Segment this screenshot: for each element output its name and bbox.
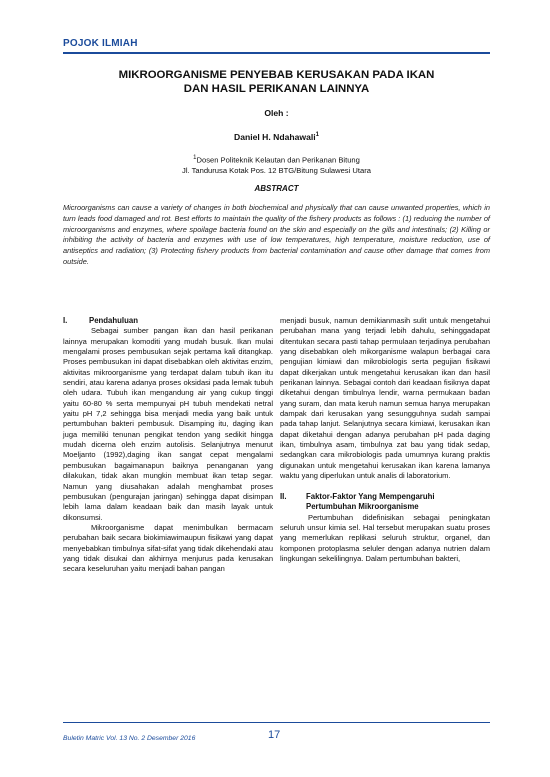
author-superscript: 1 xyxy=(315,132,319,139)
affiliation-superscript: 1 xyxy=(193,155,197,161)
section-2-number: II. xyxy=(280,491,287,501)
byline-label: Oleh : xyxy=(264,108,289,118)
section-1-paragraph-3: menjadi busuk, namun demikianmasih sulit untuk mengetahui perubahan mana yang terjadi lebih dahulu, sehinggadapat ditentukan secara pasti tahap permulaan terjadinya perubahan yang disebabkan oleh mikorganisme walapun berbagai cara pengujian kimiawi dan mikrobiologis serta pegujian fisikawi dapat dikerjakan untuk mengetahui kerusakan ikan dan hasil perikanan lainnya. Sebagai contoh dari keadaan fisiknya dapat diketahui dengan timbulnya lendir, warna permukaan badan yang suram, dan mata keruh namun semua hanya merupakan dampak dari kerusakan yang sesungguhnya sudah sampai pada tahap lanjut. Selanjutnya secara kimiawi, kerusakan ikan dapat diketahui dengan adanya perubahan pH pada daging ikan, timbulnya asam, timbulnya zat bau yang tidak sedap, sedangkan cara mikrobiologis pada umumnya kurang praktis digunakan untuk mengetahui kerusakan ikan karena lamanya waktu yang diperlukan untuk analis di laboratorium. xyxy=(280,316,490,481)
section-1-number: I. xyxy=(63,316,68,325)
abstract-heading: ABSTRACT xyxy=(254,184,299,193)
affiliation-line-1 xyxy=(63,153,490,166)
section-1-title: Pendahuluan xyxy=(89,316,138,325)
author-name xyxy=(63,132,490,142)
affiliation xyxy=(63,153,490,176)
author-text: Daniel H. Ndahawali xyxy=(233,132,316,142)
section-label: POJOK ILMIAH xyxy=(63,38,138,49)
footer-journal: Buletin Matric Vol. 13 No. 2 Desember 2016 xyxy=(63,735,196,742)
header-rule xyxy=(63,52,490,54)
right-column xyxy=(280,316,490,564)
affiliation-line-2: Jl. Tandurusa Kotak Pos. 12 BTG/Bitung Sulawesi Utara xyxy=(182,165,371,175)
title-line-1: MIKROORGANISME PENYEBAB KERUSAKAN PADA IKAN xyxy=(118,69,435,81)
section-1-paragraph-1: Sebagai sumber pangan ikan dan hasil perikanan lainnya merupakan komoditi yang mudah busuk. Ikan mulai mengalami proses pembusukan sejak pertama kali ditangkap. Proses pembusukan ini dapat disebabkan oleh aktivitas enzim, aktivitas mikroorganisme yang terdapat dalam tubuh ikan itu sendiri, atau karena adanya proses oksidasi pada lemak tubuh oleh udara. Tubuh ikan mengandung air yang cukup tinggi yaitu 60-80 % serta mempunyai pH tubuh mendekati netral yaitu pH 7,2 sehingga bisa menjadi media yang baik untuk pertumbuhan bakteri pembusuk. Disamping itu, daging ikan juga memiliki tenunan pengikat tendon yang sedikit hingga mudah dicerna oleh enzim autolisis. Selanjutnya menurut Moeljanto (1992),daging ikan sangat cepat mengalami pembusukan bagaimanapun baiknya penanganan yang dilakukan, tidak akan mungkin membuat ikan tetap segar. Namun yang diusahakan adalah menghambat proses pembusukan (pengurajan jaringan) sehingga dapat disimpan lebih lama dalam keadaan baik dan masih layak untuk dikonsumsi. xyxy=(63,326,273,522)
section-2-paragraph-1: Pertumbuhan didefinisikan sebagai peningkatan seluruh unsur kimia sel. Hal tersebut merupakan suatu proses yang memerlukan replikasi seluruh struktur, organel, dan komponen protoplasma seluler dengan adanya nutrien dalam lingkungan sekelilingnya. Dalam pertumbuhan bakteri, xyxy=(280,512,490,563)
section-1-paragraph-2: Mikroorganisme dapat menimbulkan bermacam perubahan baik secara biokimiawimaupun fisikawi yang dapat menyebabkan timbulnya sifat-sifat yang tidak dikehendaki atau yang tidak disukai dan akhirnya menjurus pada kerusakan secara keseluruhan yaitu menjadi bahan pangan xyxy=(63,522,273,574)
section-1-heading xyxy=(63,316,273,326)
section-2-heading xyxy=(280,492,490,513)
article-title xyxy=(63,68,490,96)
title-line-2: DAN HASIL PERIKANAN LAINNYA xyxy=(183,83,370,95)
section-2-title-line-2: Pertumbuhan Mikroorganisme xyxy=(306,502,419,512)
section-2-title-line-1: Faktor-Faktor Yang Mempengaruhi xyxy=(306,491,435,501)
page-number: 17 xyxy=(268,729,281,741)
abstract-text: Microorganisms can cause a variety of changes in both biochemical and physically that can cause unwanted properties, which in turn leads food damaged and rot. Best efforts to maintain the quality of the fishery products as follows : (1) reducing the number of microorganisms and enzymes, where spoilage bacteria found on the skin and especially on the gills and intestinals; (2) Killing or inhibiting the activity of bacteria and enzymes with use of low temperatures, high temperature, moisture reduction, use of antiseptics and radiation; (3) Protecting fishery products from bacterial contamination and cause other damage that comes from outside. xyxy=(63,203,490,266)
left-column xyxy=(63,316,273,575)
affiliation-institution: Dosen Politeknik Kelautan dan Perikanan Bitung xyxy=(196,155,360,165)
footer-rule xyxy=(63,722,490,723)
